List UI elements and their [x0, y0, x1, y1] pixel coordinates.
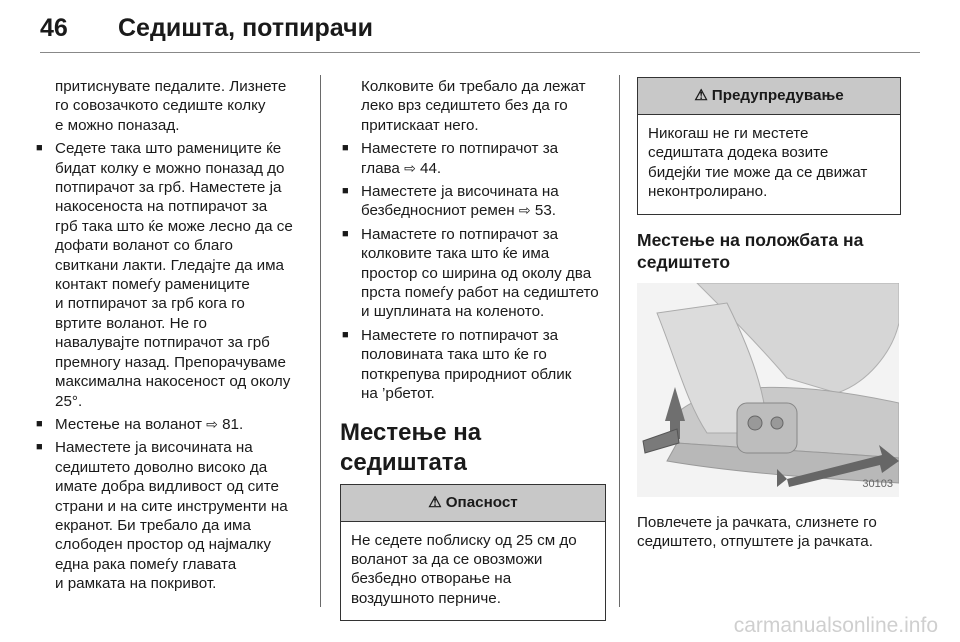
seat-illustration-svg: [637, 283, 899, 497]
page-ref-link[interactable]: 44.: [415, 159, 442, 177]
arrow-reference-icon[interactable]: [206, 416, 218, 432]
hips-paragraph: Колковите би требало да лежат леко врз седиштето без да го притискаат него.: [361, 78, 586, 134]
warning-triangle-icon: ⚠: [428, 493, 442, 511]
danger-box-header: ⚠ Опасност: [341, 485, 605, 522]
danger-box-body: Не седете поблиску од 25 см до воланот за да се овозможи безбедно отворање на воздушното перниче.: [351, 531, 577, 607]
warning-triangle-icon: ⚠: [694, 87, 708, 105]
column-divider-left: [320, 75, 321, 607]
column-divider-right: [619, 75, 620, 607]
seat-adjustment-illustration: [637, 283, 899, 497]
page-ref-link[interactable]: 81.: [217, 415, 244, 433]
section-heading: Местење на седиштата: [340, 418, 482, 476]
danger-box: [340, 484, 606, 622]
bullet-seat-height: ■ Наместете ја височината на седиштето доволно високо да имате добра видливост од сите страни и на сите инструменти на екранот. Би требало да има слободен простор од најмалку една рака помеѓу главата и рамката на покривот.: [34, 438, 312, 593]
page-title: Седишта, потпирачи: [118, 14, 373, 42]
bullet-seat-belt-height: ■ Наместете ја височината на безбедносниот ремен ⇨ 53.: [340, 182, 606, 221]
arrow-reference-icon[interactable]: [404, 160, 416, 176]
column-right: [637, 77, 901, 551]
arrow-reference-icon[interactable]: [519, 202, 531, 218]
subsection-heading: Местење на положбата на седиштето: [637, 229, 864, 272]
bullet-steering-wheel: ■ Местење на воланот ⇨ 81.: [34, 415, 312, 434]
page-ref-link[interactable]: 53.: [530, 202, 556, 220]
figure-number: 30103: [862, 478, 893, 491]
intro-paragraph: притиснувате педалите. Лизнете го совозачкото седиште колку е можно поназад.: [55, 78, 287, 134]
bullet-head-restraint: ■ Наместете го потпирачот за глава ⇨ 44.: [340, 139, 606, 178]
bullet-lumbar-support: ■ Наместете го потпирачот за половината така што ќе го поткрепува природниот облик на ’рбетот.: [340, 326, 606, 404]
warning-box-header: ⚠ Предупредување: [638, 78, 900, 115]
bullet-thigh-support: ■ Намастете го потпирачот за колковите така што ќе има простор со ширина од околу два прста помеѓу работ на седиштето и шуплината на коленото.: [340, 225, 606, 322]
column-left: [34, 77, 312, 594]
figure-caption: Повлечете ја рачката, слизнете го седиштето, отпуштете ја рачката.: [637, 513, 877, 551]
header-divider: [40, 52, 920, 53]
column-middle: [340, 77, 606, 621]
watermark: carmanualsonline.info: [733, 614, 938, 637]
warning-box: [637, 77, 901, 215]
page-number: 46: [40, 14, 68, 42]
warning-box-body: Никогаш не ги местете седиштата додека возите бидејќи тие може да се движат неконтролирано.: [648, 125, 868, 201]
bullet-shoulders: ■ Седете така што рамениците ќе бидат колку е можно поназад до потпирачот за грб. Наместете ја накосеноста на потпирачот за грб така што ќе може лесно да се дофати воланот со благо свиткани лакти. Гледајте да има контакт помеѓу рамениците и потпирачот за грб кога го вртите воланот. Не го навалувајте потпирачот за грб премногу назад. Препорачуваме максимална накосеност од околу 25°.: [34, 139, 312, 411]
